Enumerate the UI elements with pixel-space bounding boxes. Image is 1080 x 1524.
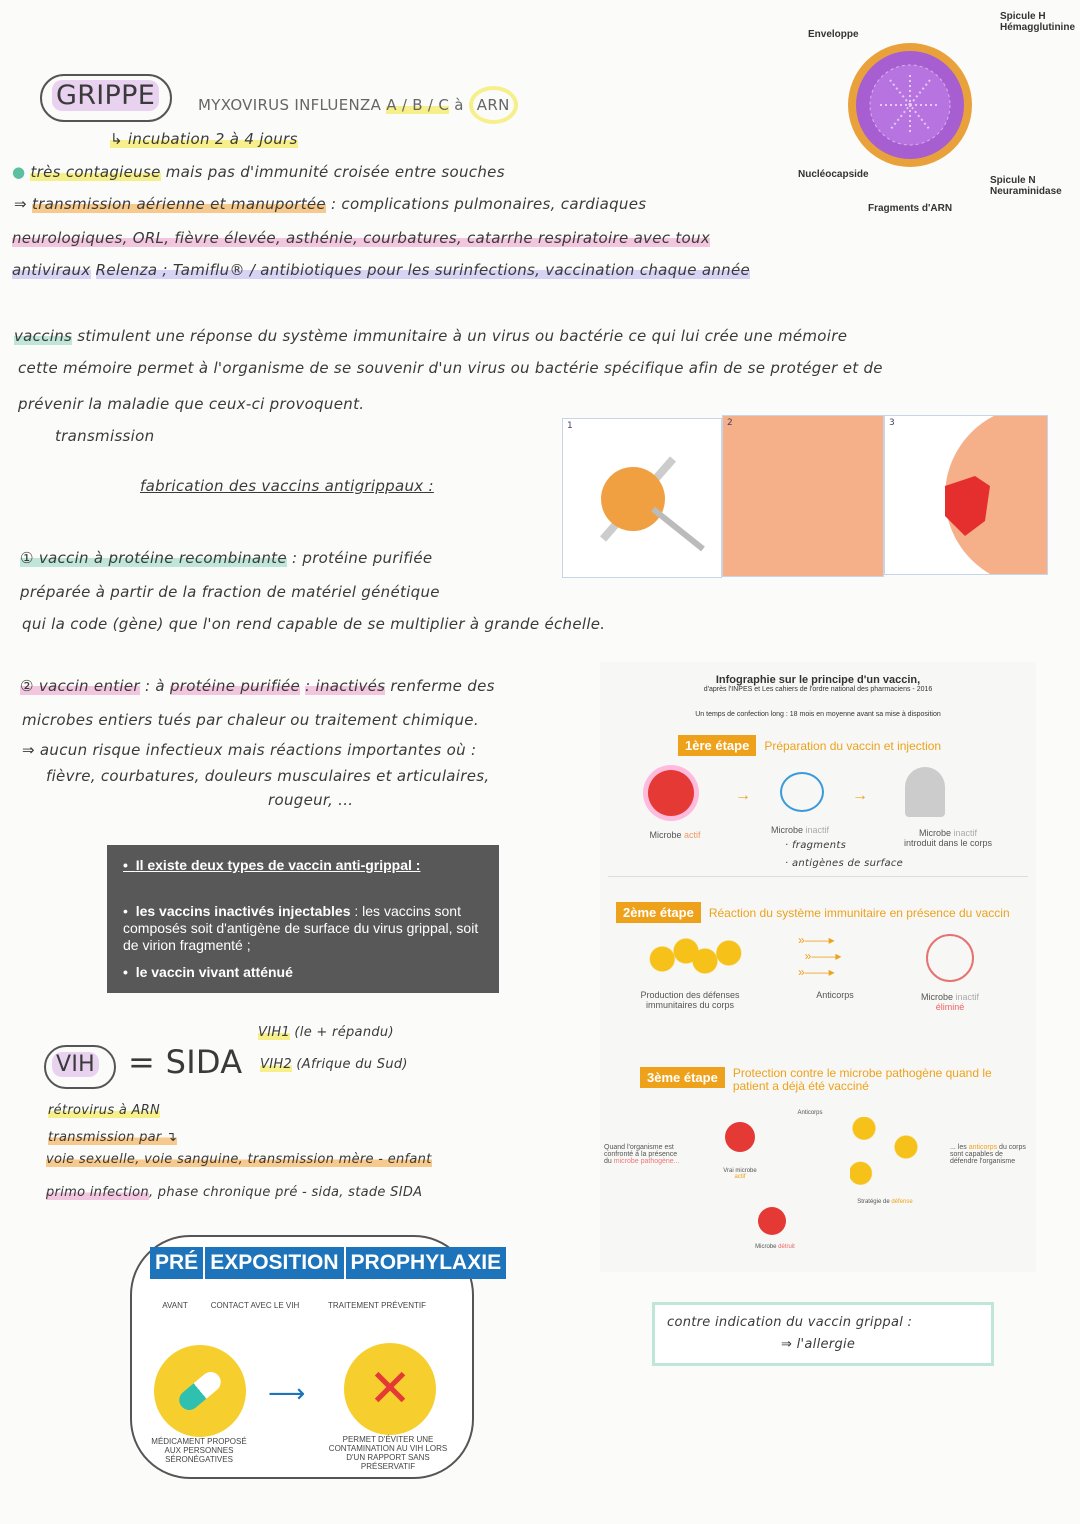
box-item-1: • les vaccins inactivés injectables : les vaccins sont composés soit d'antigène de surface du virus grippal, soit de virion fragmenté ; — [123, 903, 479, 953]
person-icon — [905, 767, 945, 817]
handwritten-fragments: · fragments — [785, 840, 847, 851]
vaccine-types-box — [107, 845, 499, 993]
vaccin-type-1-line-2: préparée à partir de la fraction de matériel génétique — [20, 583, 440, 601]
info-title: Infographie sur le principe d'un vaccin, — [715, 674, 921, 686]
vih-line-1: rétrovirus à ARN — [48, 1103, 161, 1118]
microbe-elimine-label: Microbe inactif éliminé — [920, 992, 980, 1012]
vih2-line: VIH2 (Afrique du Sud) — [260, 1057, 408, 1072]
virus-name: MYXOVIRUS INFLUENZA A / B / C à ARN — [198, 96, 518, 114]
vaccins-line-1: vaccins stimulent une réponse du système immunitaire à un virus ou bactérie ce qui lui crée une mémoire — [14, 327, 848, 345]
label-spicule-h: Spicule H Hémagglutinine — [1000, 11, 1076, 33]
vaccin-type-2-line-5: rougeur, ... — [268, 791, 354, 809]
step-2-header: 2ème étape Réaction du système immunitaire en présence du vaccin — [616, 902, 1010, 923]
vaccine-infographic — [600, 662, 1036, 1272]
microbe-detruit-label: Microbe détruit — [755, 1244, 795, 1250]
label-spicule-n: Spicule N Neuraminidase — [990, 175, 1062, 197]
grippe-line-3: neurologiques, ORL, fièvre élevée, asthénie, courbatures, catarrhe respiratoire avec toux — [12, 229, 711, 247]
vaccin-type-2: ② vaccin entier : à protéine purifiée : inactivés renferme des — [20, 677, 495, 695]
vaccin-type-1-line-3: qui la code (gène) que l'on rend capable de se multiplier à grande échelle. — [22, 615, 606, 633]
prep-infographic — [130, 1235, 502, 1479]
vih-line-3: voie sexuelle, voie sanguine, transmission mère - enfant — [46, 1152, 432, 1167]
prep-permet: PERMET D'ÉVITER UNE CONTAMINATION AU VIH LORS D'UN RAPPORT SANS PRÉSERVATIF — [328, 1435, 448, 1471]
prep-medicament: MÉDICAMENT PROPOSÉ AUX PERSONNES SÉRONÉGATIVES — [151, 1437, 247, 1464]
incubation: ↳ incubation 2 à 4 jours — [110, 130, 298, 148]
target-microbe-icon — [926, 934, 974, 982]
step3-left-text: Quand l'organisme est confronté à la présence du microbe pathogène... — [604, 1144, 680, 1165]
microbe-introduit-label: Microbe inactif introduit dans le corps — [903, 828, 993, 848]
arrow-icon: → — [735, 787, 751, 804]
transmission-label: transmission — [55, 427, 155, 445]
grippe-line-2: ⇒ transmission aérienne et manuportée : complications pulmonaires, cardiaques — [14, 195, 647, 213]
anticorps-label: Anticorps — [816, 990, 854, 1000]
vrai-microbe-icon — [725, 1122, 755, 1152]
label-nucleocapside: Nucléocapside — [798, 169, 869, 180]
sida-title: = SIDA — [128, 1043, 243, 1081]
influenza-virus-diagram — [840, 15, 980, 195]
label-enveloppe: Enveloppe — [808, 29, 859, 40]
vih-line-2: transmission par ↴ — [48, 1130, 178, 1145]
arrow-icon: → — [852, 787, 868, 804]
vih-line-4: primo infection, phase chronique pré - sida, stade SIDA — [46, 1185, 423, 1200]
vih1-line: VIH1 (le + répandu) — [258, 1025, 394, 1040]
vaccins-line-2: cette mémoire permet à l'organisme de se souvenir d'un virus ou bactérie spécifique afin de se protéger et de — [18, 359, 883, 377]
vaccin-type-2-line-3: ⇒ aucun risque infectieux mais réactions importantes où : — [22, 741, 477, 759]
microbe-detruit-icon — [758, 1207, 786, 1235]
box-heading: • Il existe deux types de vaccin anti-grippal : — [123, 857, 421, 873]
fabrication-heading: fabrication des vaccins antigrippaux : — [140, 477, 434, 495]
prep-title: PRÉ EXPOSITION PROPHYLAXIE — [150, 1247, 508, 1279]
prep-avant: AVANT — [162, 1301, 188, 1310]
no-virus-icon: ✕ — [344, 1343, 436, 1435]
arrow-right-icon: ⟶ — [268, 1379, 306, 1409]
pill-icon — [154, 1345, 246, 1437]
active-microbe-icon — [648, 770, 694, 816]
vaccins-line-3: prévenir la maladie que ceux-ci provoquent. — [18, 395, 365, 413]
antibody-arrows-icon: »——▸ »——▸ »——▸ — [798, 933, 842, 979]
grippe-line-1: ● très contagieuse mais pas d'immunité croisée entre souches — [12, 163, 505, 181]
grippe-title: GRIPPE — [52, 80, 159, 111]
shields-step3-icon — [850, 1117, 920, 1192]
microbe-actif-label: Microbe actif — [649, 830, 701, 840]
shields-icon — [648, 937, 743, 977]
box-item-2: • le vaccin vivant atténué — [123, 964, 293, 980]
info-subtitle: d'après l'INPES et Les cahiers de l'ordre national des pharmaciens - 2016 — [703, 686, 933, 693]
vaccin-type-1: ① vaccin à protéine recombinante : protéine purifiée — [20, 549, 433, 567]
panel-protection: 3 — [884, 415, 1048, 575]
microbe-inactif-label: Microbe inactif — [770, 825, 830, 835]
production-label: Production des défenses immunitaires du corps — [640, 990, 740, 1010]
label-fragments: Fragments d'ARN — [868, 203, 953, 214]
panel-injection: 1 — [562, 418, 722, 578]
step3-right-text: ... les anticorps du corps sont capables de défendre l'organisme — [950, 1144, 1026, 1165]
prep-contact: CONTACT AVEC LE VIH — [210, 1301, 300, 1310]
panel-antibodies: 2 — [722, 415, 884, 577]
vrai-microbe-label: Vrai microbe actif — [723, 1168, 757, 1180]
contre-indication-box — [652, 1302, 994, 1366]
handwritten-antigenes: · antigènes de surface — [785, 858, 904, 869]
vaccin-type-2-line-2: microbes entiers tués par chaleur ou traitement chimique. — [22, 711, 479, 729]
contre-indication-line-1: contre indication du vaccin grippal : — [667, 1315, 913, 1330]
step-3-header: 3ème étape Protection contre le microbe pathogène quand le patient a déjà été vacciné — [640, 1067, 1003, 1093]
step-1-header: 1ère étape Préparation du vaccin et injection — [678, 735, 941, 756]
vih-title: VIH — [52, 1052, 99, 1077]
vaccin-type-2-line-4: fièvre, courbatures, douleurs musculaires et articulaires, — [46, 767, 490, 785]
info-note: Un temps de confection long : 18 mois en moyenne avant sa mise à disposition — [695, 711, 941, 718]
prep-traitement: TRAITEMENT PRÉVENTIF — [327, 1301, 427, 1310]
step3-anticorps-label: Anticorps — [797, 1110, 823, 1116]
inactive-microbe-icon — [780, 772, 824, 812]
strategie-label: Stratégie de défense — [857, 1199, 913, 1205]
contre-indication-line-2: ⇒ l'allergie — [781, 1337, 856, 1352]
grippe-line-4: antiviraux Relenza ; Tamiflu® / antibiotiques pour les surinfections, vaccination chaque année — [12, 261, 751, 279]
